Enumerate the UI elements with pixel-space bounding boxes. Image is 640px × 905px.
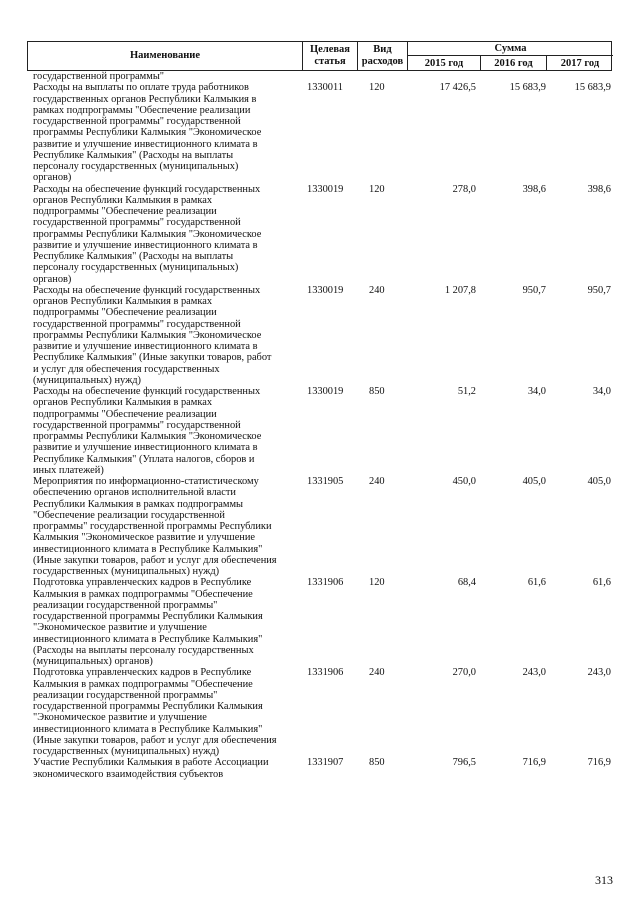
row-value-2016: 61,6 [527, 577, 546, 589]
row-name: Расходы на обеспечение функций государственных органов Республики Калмыкия в рамках подпрограммы "Обеспечение реализации государственной программы" государственной программы Республики Калмыкия "Экономическое развитие и улучшение инвестиционного климата в Республике Калмыкия" (Расходы на выплаты персоналу государственных (муниципальных) органов) [33, 183, 262, 285]
table-row [33, 757, 611, 780]
row-kind: 240 [369, 284, 385, 296]
table-row [33, 667, 611, 757]
row-value-2017: 405,0 [587, 476, 611, 487]
header-sum: Сумма [407, 42, 613, 56]
table-row [33, 476, 611, 577]
table-row [33, 82, 611, 183]
row-value-2016: 398,6 [522, 183, 546, 195]
row-value-2016: 34,0 [527, 386, 546, 397]
table-row [33, 386, 611, 476]
row-value-2016: 716,9 [522, 757, 546, 769]
header-article-line2: статья [314, 56, 346, 67]
row-value-2017: 15 683,9 [574, 82, 611, 94]
row-value-2016: 950,7 [522, 284, 546, 296]
header-target-article [302, 42, 357, 70]
row-name: Подготовка управленческих кадров в Республике Калмыкия в рамках подпрограммы "Обеспечение реализации государственной программы" государственной программы Республики Калмыкия "Экономическое развитие и улучшение инвестиционного климата в Республике Калмыкия" (Иные закупки товаров, работ и услуг для обеспечения государственных (муниципальных) нужд) [33, 667, 277, 757]
row-kind: 850 [369, 757, 385, 769]
row-kind: 120 [369, 82, 385, 94]
row-value-2015: 278,0 [452, 183, 476, 195]
row-value-2015: 270,0 [452, 667, 476, 679]
row-article: 1331906 [307, 577, 344, 589]
row-value-2017: 398,6 [587, 183, 611, 195]
header-name: Наименование [130, 50, 200, 61]
row-kind: 850 [369, 386, 385, 397]
row-name: Подготовка управленческих кадров в Республике Калмыкия в рамках подпрограммы "Обеспечение реализации государственной программы" государственной программы Республики Калмыкия "Экономическое развитие и улучшение инвестиционного климата в Республике Калмыкия" (Расходы на выплаты персоналу государственных (муниципальных) органов) [33, 577, 263, 667]
header-year-2017: 2017 год [546, 56, 613, 71]
header-kind-line2: расходов [361, 56, 404, 67]
page-number: 313 [595, 873, 613, 887]
row-name: Расходы на выплаты по оплате труда работников государственных органов Республики Калмыкия в рамках подпрограммы "Обеспечение реализации государственной программы" государственной программы Республики Калмыкия "Экономическое развитие и улучшение инвестиционного климата в Республике Калмыкия" (Расходы на выплаты персоналу государственных (муниципальных) органов) [33, 82, 262, 184]
row-article: 1330019 [307, 284, 344, 296]
row-value-2016: 243,0 [522, 667, 546, 679]
table-body [33, 71, 611, 780]
row-value-2015: 1 207,8 [444, 284, 476, 296]
row-kind: 120 [369, 183, 385, 195]
row-article: 1331907 [307, 757, 344, 769]
header-expense-kind [357, 42, 407, 70]
header-kind-line1: Вид [373, 44, 392, 55]
row-value-2015: 17 426,5 [439, 82, 476, 94]
row-value-2015: 68,4 [457, 577, 476, 589]
row-name: Расходы на обеспечение функций государственных органов Республики Калмыкия в рамках подпрограммы "Обеспечение реализации государственной программы" государственной программы Республики Калмыкия "Экономическое развитие и улучшение инвестиционного климата в Республике Калмыкия" (Иные закупки товаров, работ и услуг для обеспечения государственных (муниципальных) нужд) [33, 284, 272, 386]
row-article: 1331906 [307, 667, 344, 679]
row-value-2017: 716,9 [587, 757, 611, 769]
row-value-2017: 34,0 [592, 386, 611, 397]
row-article: 1330019 [307, 183, 344, 195]
row-value-2017: 950,7 [587, 284, 611, 296]
header-year-2016: 2016 год [480, 56, 546, 71]
table-row [33, 71, 611, 82]
row-value-2015: 796,5 [452, 757, 476, 769]
row-article: 1330019 [307, 386, 344, 397]
row-article: 1330011 [307, 82, 343, 94]
row-article: 1331905 [307, 476, 344, 487]
table-header [27, 41, 612, 71]
table-row [33, 577, 611, 667]
header-article-line1: Целевая [310, 44, 350, 55]
header-year-2015: 2015 год [407, 56, 480, 71]
row-value-2017: 243,0 [587, 667, 611, 679]
row-value-2015: 450,0 [452, 476, 476, 487]
row-name: Участие Республики Калмыкия в работе Ассоциации экономического взаимодействия субъектов [33, 757, 269, 780]
row-kind: 240 [369, 476, 385, 487]
table-row [33, 285, 611, 386]
row-value-2016: 405,0 [522, 476, 546, 487]
row-kind: 240 [369, 667, 385, 679]
table-row [33, 184, 611, 285]
row-kind: 120 [369, 577, 385, 589]
row-value-2017: 61,6 [592, 577, 611, 589]
row-value-2015: 51,2 [457, 386, 476, 397]
row-value-2016: 15 683,9 [509, 82, 546, 94]
row-name: Расходы на обеспечение функций государственных органов Республики Калмыкия в рамках подпрограммы "Обеспечение реализации государственной программы" государственной программы Республики Калмыкия "Экономическое развитие и улучшение инвестиционного климата в Республике Калмыкия" (Уплата налогов, сборов и иных платежей) [33, 386, 262, 476]
row-name: государственной программы" [33, 71, 165, 82]
row-name: Мероприятия по информационно-статистическому обеспечению органов исполнительной власти Республики Калмыкия в рамках подпрограммы "Обеспечение реализации государственной программы" государственной программы Республики Калмыкия "Экономическое развитие и улучшение инвестиционного климата в Республике Калмыкия" (Иные закупки товаров, работ и услуг для обеспечения государственных (муниципальных) нужд) [33, 476, 277, 577]
